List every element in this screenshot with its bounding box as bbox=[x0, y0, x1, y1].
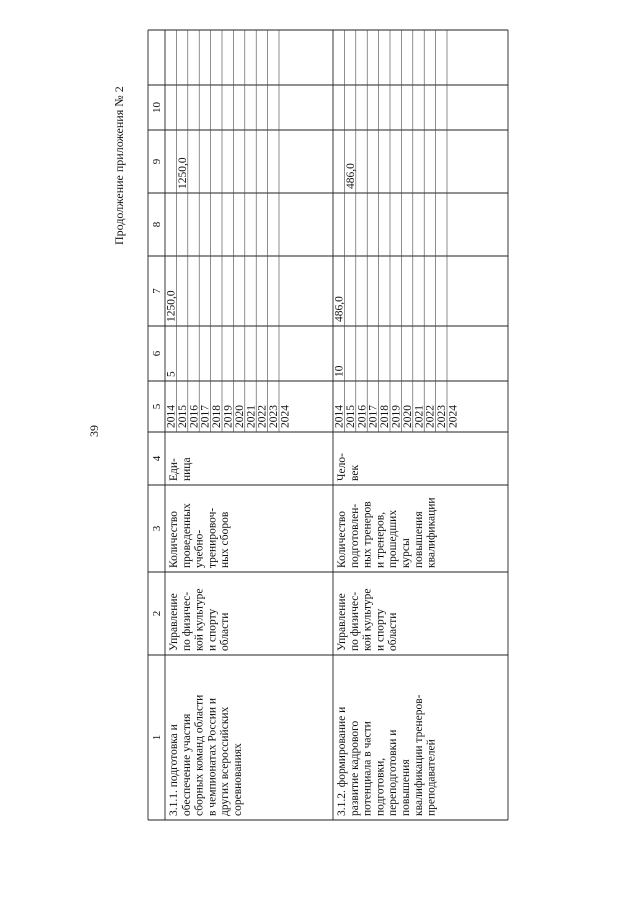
year-label: 2017 bbox=[367, 405, 380, 428]
unit-of-measure: век bbox=[348, 464, 361, 481]
measure-description: развитие кадрового bbox=[348, 720, 361, 816]
responsible-executor: и спорту bbox=[206, 608, 219, 651]
unit-of-measure: Еди- bbox=[168, 458, 180, 481]
year-label: 2014 bbox=[333, 405, 346, 428]
column-number: 4 bbox=[151, 455, 163, 462]
indicator-name: проведенных bbox=[180, 503, 193, 568]
measure-description: потенциала в части bbox=[361, 721, 374, 816]
value-col6: 486,0 bbox=[333, 296, 346, 322]
value-col5: 10 bbox=[333, 365, 346, 377]
year-label: 2020 bbox=[401, 405, 414, 428]
year-label: 2018 bbox=[379, 405, 392, 428]
indicator-name: квалификации bbox=[425, 497, 438, 568]
column-number: 1 bbox=[151, 734, 163, 741]
year-label: 2015 bbox=[176, 405, 189, 428]
measure-description: соревнованиях bbox=[232, 743, 244, 816]
year-label: 2015 bbox=[344, 405, 357, 428]
year-label: 2023 bbox=[436, 405, 449, 428]
year-label: 2019 bbox=[390, 405, 403, 428]
year-label: 2024 bbox=[279, 405, 292, 428]
value-col5: 5 bbox=[165, 371, 178, 377]
indicator-name: Количество bbox=[336, 511, 348, 568]
value-col6: 1250,0 bbox=[165, 290, 178, 322]
year-label: 2016 bbox=[188, 405, 201, 428]
measure-description: повышения bbox=[400, 759, 412, 816]
year-label: 2017 bbox=[199, 405, 212, 428]
indicator-name: повышения bbox=[412, 511, 425, 568]
measure-description: в чемпионатах России и bbox=[206, 697, 219, 816]
year-label: 2021 bbox=[245, 405, 258, 428]
responsible-executor: по физичес- bbox=[180, 591, 193, 651]
measure-description: преподавателей bbox=[425, 739, 438, 816]
value-col8: 1250,0 bbox=[176, 157, 189, 189]
measure-description: сборных команд области bbox=[193, 694, 206, 816]
indicator-name: учебно- bbox=[193, 529, 206, 568]
continuation-label-text: Продолжение приложения № 2 bbox=[112, 86, 126, 245]
responsible-executor: и спорту bbox=[374, 608, 387, 651]
unit-of-measure: ница bbox=[180, 457, 193, 481]
responsible-executor: кой культуре bbox=[361, 588, 374, 651]
year-label: 2022 bbox=[256, 405, 269, 428]
indicator-name: ных тренеров bbox=[361, 501, 374, 568]
year-label: 2023 bbox=[268, 405, 281, 428]
page-number-text: 39 bbox=[87, 425, 101, 437]
measure-description: других всероссийских bbox=[219, 706, 232, 816]
column-number: 6 bbox=[151, 350, 163, 357]
column-number: 7 bbox=[151, 288, 163, 294]
indicator-name: Количество bbox=[168, 511, 180, 568]
measure-description: обеспечение участия bbox=[180, 713, 193, 816]
column-number: 8 bbox=[151, 221, 163, 228]
indicator-name: прошедших bbox=[387, 509, 400, 568]
year-label: 2016 bbox=[356, 405, 369, 428]
measure-description: подготовки, bbox=[374, 757, 387, 816]
column-number: 10 bbox=[151, 102, 163, 113]
column-number: 3 bbox=[151, 525, 163, 532]
indicator-name: курсы bbox=[400, 538, 412, 568]
responsible-executor: Управление bbox=[336, 593, 348, 651]
column-number: 5 bbox=[151, 403, 163, 410]
indicator-name: подготовлен- bbox=[348, 503, 361, 568]
column-number: 2 bbox=[151, 610, 163, 617]
responsible-executor: области bbox=[387, 612, 400, 651]
value-col8: 486,0 bbox=[344, 163, 357, 189]
column-number: 9 bbox=[151, 158, 163, 165]
year-label: 2014 bbox=[165, 405, 178, 428]
measure-description: квалификации тренеров- bbox=[412, 694, 425, 816]
responsible-executor: области bbox=[219, 612, 232, 651]
year-label: 2022 bbox=[424, 405, 437, 428]
measure-description: 3.1.2. формирование и bbox=[336, 706, 348, 816]
measure-description: переподготовки и bbox=[387, 729, 400, 816]
year-label: 2019 bbox=[222, 405, 235, 428]
year-label: 2021 bbox=[413, 405, 426, 428]
year-label: 2020 bbox=[233, 405, 246, 428]
responsible-executor: Управление bbox=[168, 593, 180, 651]
indicator-name: ных сборов bbox=[219, 511, 232, 568]
indicator-name: и тренеров, bbox=[374, 511, 387, 568]
responsible-executor: кой культуре bbox=[193, 588, 206, 651]
indicator-name: тренировоч- bbox=[206, 507, 219, 568]
measure-description: 3.1.1. подготовка и bbox=[168, 724, 180, 816]
year-label: 2024 bbox=[447, 405, 460, 428]
year-label: 2018 bbox=[211, 405, 224, 428]
unit-of-measure: Чело- bbox=[336, 453, 348, 481]
responsible-executor: по физичес- bbox=[348, 591, 361, 651]
